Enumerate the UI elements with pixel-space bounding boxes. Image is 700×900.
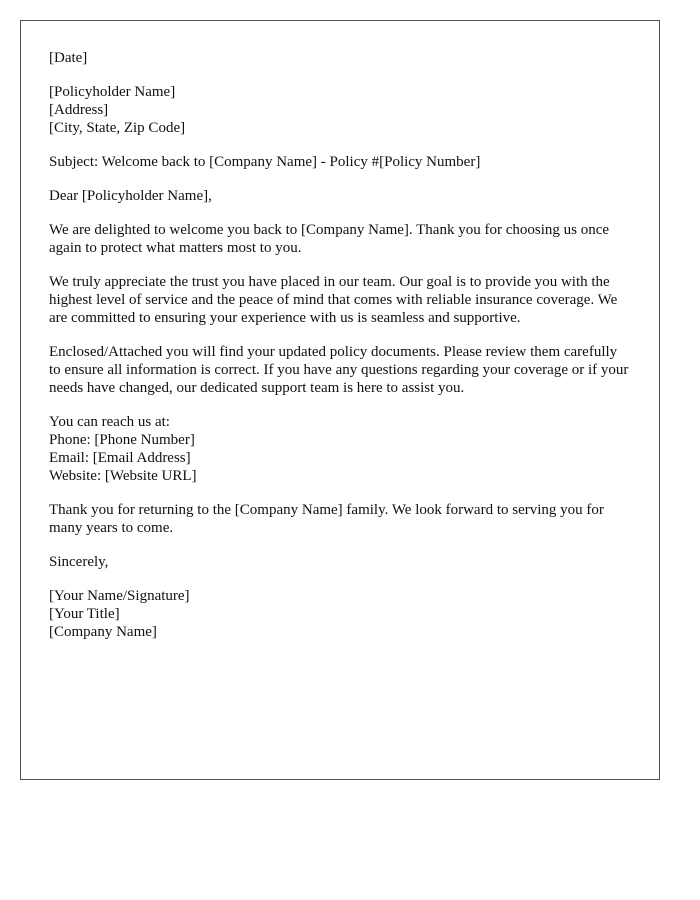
signature-block — [49, 587, 631, 641]
paragraph-appreciation: We truly appreciate the trust you have placed in our team. Our goal is to provide you with the highest level of service and the peace of mind that comes with reliable insurance coverage. We are committed to ensuring your experience with us is seamless and supportive. — [49, 274, 618, 326]
signature-name: [Your Name/Signature] — [49, 588, 190, 604]
letter-body — [49, 49, 631, 641]
contact-phone: Phone: [Phone Number] — [49, 432, 195, 448]
letter-date — [49, 49, 631, 67]
recipient-address: [Address] — [49, 102, 109, 118]
signature-company: [Company Name] — [49, 624, 157, 640]
sign-off: Sincerely, — [49, 554, 109, 570]
recipient-city-state-zip: [City, State, Zip Code] — [49, 120, 186, 136]
letter-page — [20, 20, 660, 780]
paragraph-welcome: We are delighted to welcome you back to [Company Name]. Thank you for choosing us once again to protect what matters most to you. — [49, 222, 610, 256]
recipient-name: [Policyholder Name] — [49, 84, 176, 100]
recipient-address-block — [49, 83, 631, 137]
contact-intro: You can reach us at: — [49, 414, 170, 430]
paragraph-documents: Enclosed/Attached you will find your updated policy documents. Please review them carefully to ensure all information is correct. If you have any questions regarding your coverage or if your needs have changed, our dedicated support team is here to assist you. — [49, 344, 629, 396]
paragraph-closing: Thank you for returning to the [Company Name] family. We look forward to serving you for many years to come. — [49, 502, 604, 536]
date-text: [Date] — [49, 50, 88, 66]
signature-title: [Your Title] — [49, 606, 120, 622]
salutation: Dear [Policyholder Name], — [49, 188, 212, 204]
contact-email: Email: [Email Address] — [49, 450, 191, 466]
contact-website: Website: [Website URL] — [49, 468, 197, 484]
subject-line: Subject: Welcome back to [Company Name] - Policy #[Policy Number] — [49, 154, 481, 170]
contact-block — [49, 413, 631, 485]
